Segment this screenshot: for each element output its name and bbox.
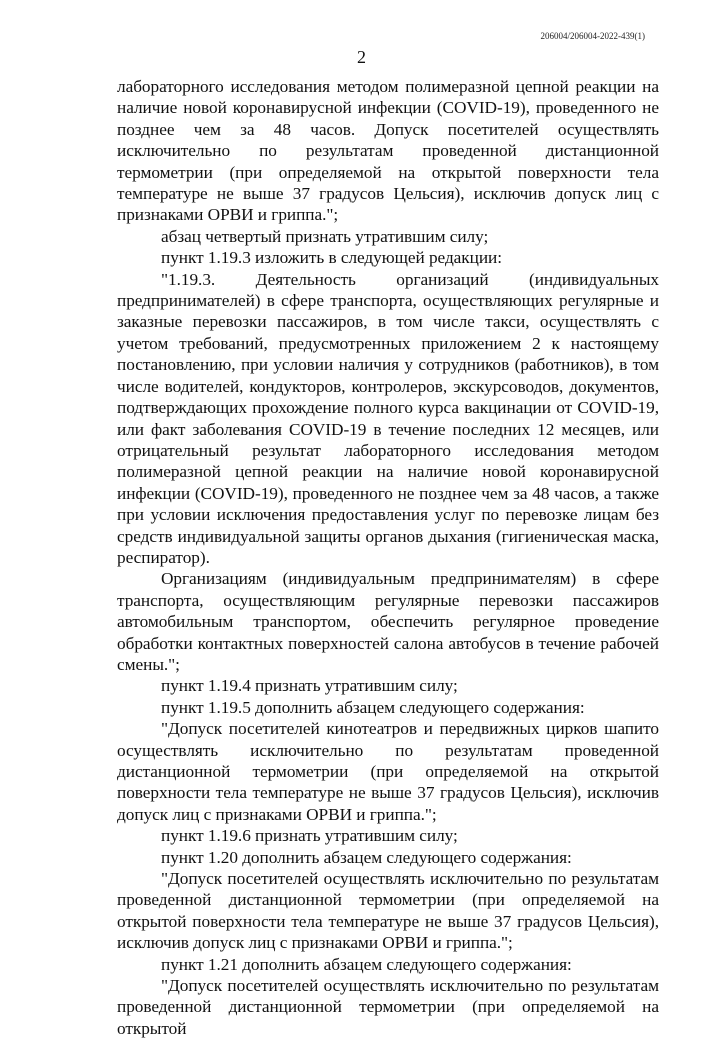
document-body — [117, 76, 659, 1039]
paragraph: Организациям (индивидуальным предпринимателям) в сфере транспорта, осуществляющим регулярные перевозки пассажиров автомобильным транспортом, обеспечить регулярное проведение обработки контактных поверхностей салона автобусов в течение рабочей смены."; — [117, 569, 659, 674]
paragraph: пункт 1.19.6 признать утратившим силу; — [161, 826, 458, 846]
paragraph: "1.19.3. Деятельность организаций (индивидуальных предпринимателей) в сфере транспорта, осуществляющих регулярные и заказные перевозки пассажиров, в том числе такси, осуществлять с учетом требований, предусмотренных приложением 2 к настоящему постановлению, при условии наличия у сотрудников (работников), в том числе водителей, кондукторов, контролеров, экскурсоводов, документов, подтверждающих прохождение полного курса вакцинации от COVID-19, или факт заболевания COVID-19 в течение последних 12 месяцев, или отрицательный результат лабораторного исследования методом полимеразной цепной реакции на наличие новой коронавирусной инфекции (COVID-19), проведенного не позднее чем за 48 часов, а также при условии исключения предоставления услуг по перевозке лицам без средств индивидуальной защиты органов дыхания (гигиеническая маска, респиратор). — [117, 269, 659, 567]
page-number: 2 — [357, 47, 366, 67]
paragraph: лабораторного исследования методом полимеразной цепной реакции на наличие новой коронавирусной инфекции (COVID-19), проведенного не позднее чем за 48 часов. Допуск посетителей осуществлять исключительно по результатам проведенной дистанционной термометрии (при определяемой на открытой поверхности тела температуре не выше 37 градусов Цельсия), исключив допуск лиц с признаками ОРВИ и гриппа."; — [117, 77, 659, 225]
paragraph: "Допуск посетителей кинотеатров и передвижных цирков шапито осуществлять исключительно по результатам проведенной дистанционной термометрии (при определяемой на открытой поверхности тела температуре не выше 37 градусов Цельсия), исключив допуск лиц с признаками ОРВИ и гриппа."; — [117, 719, 659, 824]
paragraph: "Допуск посетителей осуществлять исключительно по результатам проведенной дистанционной термометрии (при определяемой на открытой поверхности тела температуре не выше 37 градусов Цельсия), исключив допуск лиц с признаками ОРВИ и гриппа."; — [117, 869, 659, 953]
document-id: 206004/206004-2022-439(1) — [540, 31, 645, 41]
paragraph: пункт 1.19.5 дополнить абзацем следующего содержания: — [161, 697, 585, 717]
paragraph: абзац четвертый признать утратившим силу; — [161, 226, 489, 246]
paragraph: пункт 1.19.3 изложить в следующей редакции: — [161, 248, 502, 268]
paragraph: пункт 1.21 дополнить абзацем следующего содержания: — [161, 954, 572, 974]
paragraph: "Допуск посетителей осуществлять исключительно по результатам проведенной дистанционной термометрии (при определяемой на открытой — [117, 976, 659, 1038]
paragraph: пункт 1.19.4 признать утратившим силу; — [161, 676, 458, 696]
paragraph: пункт 1.20 дополнить абзацем следующего содержания: — [161, 847, 572, 867]
